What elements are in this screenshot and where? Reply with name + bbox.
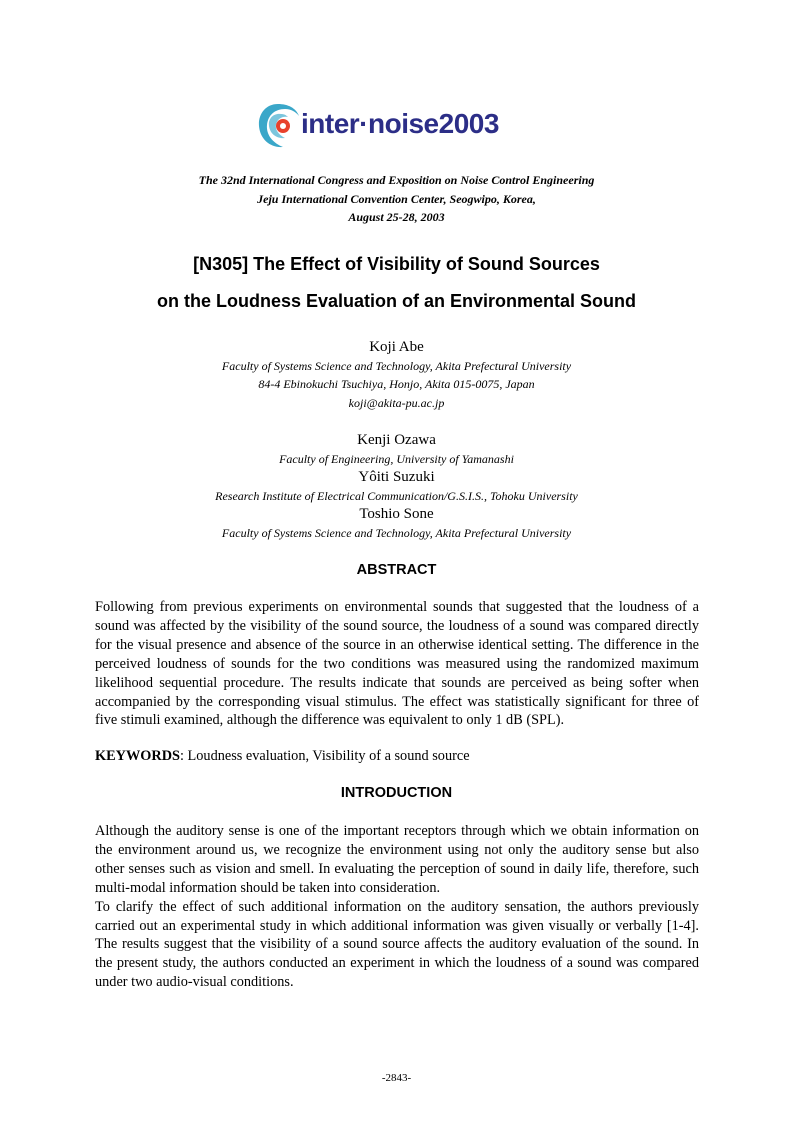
author-affiliation: Research Institute of Electrical Communication/G.S.I.S., Tohoku University <box>215 489 578 503</box>
author-name: Koji Abe <box>369 339 424 355</box>
author-name: Kenji Ozawa <box>357 432 436 448</box>
conference-venue: Jeju International Convention Center, Seogwipo, Korea, <box>257 192 536 206</box>
page-number: -2843- <box>381 1072 412 1084</box>
author-name: Yôiti Suzuki <box>358 469 435 485</box>
introduction-paragraph: To clarify the effect of such additional information on the auditory sensation, the authors previously carried out an experimental study in which additional information was given visually or verbally [1-4]. The results suggest that the visibility of a sound source affects the auditory evaluation of the sound. In the present study, the authors conducted an experiment in which the loudness of a sound was compared under two audio-visual conditions. <box>95 898 699 991</box>
introduction-body <box>95 822 699 992</box>
author-affiliation: Faculty of Systems Science and Technology, Akita Prefectural University <box>221 359 572 373</box>
introduction-paragraph: Although the auditory sense is one of the important receptors through which we obtain information on the environment around us, we recognize the environment using not only the auditory sense but also other senses such as vision and smell. In evaluating the perception of sound in daily life, therefore, such multi-modal information should be taken into consideration. <box>95 823 699 896</box>
paper-title-line2: on the Loudness Evaluation of an Environmental Sound <box>156 291 637 311</box>
logo-wordmark: inter·noise2003 <box>301 108 499 139</box>
abstract-paragraph: Following from previous experiments on environmental sounds that suggested that the loudness of a sound was affected by the visibility of the sound source, the loudness of a sound was compared directly for the visual presence and absence of the source in an otherwise identical setting. The difference in the perceived loudness of sounds for the two conditions was measured using the randomized maximum likelihood sequential procedure. The results indicate that sounds are perceived as being softer when accompanied by the corresponding visual stimulus. The effect was statistically significant for three of five stimuli examined, although the difference was equivalent to only 1 dB (SPL). <box>95 599 699 729</box>
keywords-text: : Loudness evaluation, Visibility of a sound source <box>180 748 470 764</box>
keywords-label: KEYWORDS <box>95 748 180 764</box>
introduction-heading: INTRODUCTION <box>340 785 453 801</box>
author-affiliation: Faculty of Systems Science and Technology, Akita Prefectural University <box>221 526 572 540</box>
paper-title-line1: [N305] The Effect of Visibility of Sound Sources <box>193 254 600 274</box>
author-address: 84-4 Ebinokuchi Tsuchiya, Honjo, Akita 015-0075, Japan <box>258 377 535 391</box>
conference-name: The 32nd International Congress and Exposition on Noise Control Engineering <box>198 173 595 187</box>
abstract-body <box>95 598 699 730</box>
author-name: Toshio Sone <box>359 506 434 522</box>
conference-date: August 25-28, 2003 <box>348 210 445 224</box>
conference-logo <box>255 98 545 158</box>
author-affiliation: Faculty of Engineering, University of Yamanashi <box>279 452 514 466</box>
abstract-heading: ABSTRACT <box>356 562 437 578</box>
keywords-line <box>95 747 699 766</box>
author-email: koji@akita-pu.ac.jp <box>348 396 445 410</box>
swirl-logo-icon <box>255 98 301 158</box>
